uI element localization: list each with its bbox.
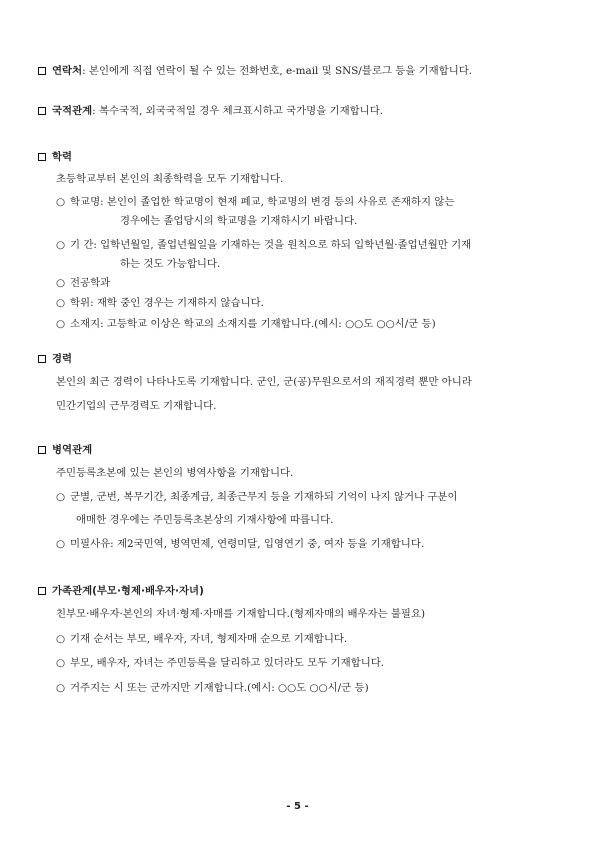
list-item [56, 276, 110, 290]
list-item [56, 632, 347, 646]
family-heading [38, 584, 204, 598]
circle-bullet-icon: ○ [56, 277, 66, 289]
contact-section [38, 64, 472, 78]
career-heading [38, 352, 72, 366]
list-item-text: 부모, 배우자, 자녀는 주민등록을 달리하고 있더라도 모두 기재합니다. [70, 657, 385, 669]
list-item-text: 기재 순서는 부모, 배우자, 자녀, 형제자매 순으로 기재합니다. [70, 633, 348, 645]
list-item [56, 238, 471, 252]
military-heading [38, 443, 92, 457]
list-item [56, 195, 454, 209]
list-item [56, 656, 384, 670]
career-text-line: 민간기업의 근무경력도 기재합니다. [56, 400, 217, 412]
list-item-text: 전공학과 [70, 277, 111, 289]
list-item [56, 537, 424, 551]
circle-bullet-icon: ○ [56, 682, 66, 694]
checkbox-square-icon [38, 587, 46, 595]
checkbox-square-icon [38, 67, 46, 75]
list-item-text: 소재지: 고등학교 이상은 학교의 소재지를 기재합니다.(예시: ○○도 ○○시/군 등) [70, 318, 436, 330]
contact-title: 연락처 [52, 65, 83, 77]
circle-bullet-icon: ○ [56, 491, 66, 503]
checkbox-square-icon [38, 446, 46, 454]
circle-bullet-icon: ○ [56, 538, 66, 550]
career-text-line: 본인의 최근 경력이 나타나도록 기재합니다. 군인, 군(공)무원으로서의 재직경력 뿐만 아니라 [56, 376, 472, 388]
military-title: 병역관계 [52, 444, 93, 456]
military-intro: 주민등록초본에 있는 본인의 병역사항을 기재합니다. [56, 467, 294, 479]
nationality-title: 국적관계 [52, 105, 93, 117]
circle-bullet-icon: ○ [56, 657, 66, 669]
checkbox-square-icon [38, 153, 46, 161]
career-title: 경력 [52, 353, 73, 365]
circle-bullet-icon: ○ [56, 239, 66, 251]
list-item-text: 거주지는 시 또는 군까지만 기재합니다.(예시: ○○도 ○○시/군 등) [70, 682, 369, 694]
list-item [56, 681, 369, 695]
education-title: 학력 [52, 151, 73, 163]
list-item-continuation: 애매한 경우에는 주민등록초본상의 기재사항에 따릅니다. [76, 514, 334, 526]
list-item [56, 490, 458, 504]
family-intro: 친부모·배우자·본인의 자녀·형제·자매를 기재합니다.(형제자매의 배우자는 불필요) [56, 608, 426, 620]
list-item [56, 296, 264, 310]
nationality-text: : 복수국적, 외국국적일 경우 체크표시하고 국가명을 기재합니다. [92, 105, 384, 117]
list-item-text: 미필사유: 제2국민역, 병역면제, 연령미달, 입영연기 중, 여자 등을 기재합니다. [70, 538, 425, 550]
list-item-text: 학위: 재학 중인 경우는 기재하지 않습니다. [70, 297, 264, 309]
list-item-continuation: 경우에는 졸업당시의 학교명을 기재하시기 바랍니다. [120, 215, 358, 227]
contact-text: : 본인에게 직접 연락이 될 수 있는 전화번호, e-mail 및 SNS/블로그 등을 기재합니다. [82, 65, 473, 77]
page-number: - 5 - [286, 801, 309, 812]
education-intro: 초등학교부터 본인의 최종학력을 모두 기재합니다. [56, 173, 284, 185]
list-item [56, 317, 436, 331]
education-heading [38, 150, 72, 164]
circle-bullet-icon: ○ [56, 318, 66, 330]
list-item-text: 군별, 군번, 복무기간, 최종계급, 최종근무지 등을 기재하되 기억이 나지 않거나 구분이 [70, 491, 458, 503]
nationality-section [38, 104, 383, 118]
checkbox-square-icon [38, 107, 46, 115]
checkbox-square-icon [38, 355, 46, 363]
family-title: 가족관계(부모·형제·배우자·자녀) [52, 585, 204, 597]
circle-bullet-icon: ○ [56, 196, 66, 208]
circle-bullet-icon: ○ [56, 633, 66, 645]
circle-bullet-icon: ○ [56, 297, 66, 309]
list-item-text: 기 간: 입학년월일, 졸업년월일을 기재하는 것을 원칙으로 하되 입학년월·졸업년월만 기재 [70, 239, 472, 251]
list-item-continuation: 하는 것도 가능합니다. [120, 258, 221, 270]
list-item-text: 학교명: 본인이 졸업한 학교명이 현재 폐교, 학교명의 변경 등의 사유로 존재하지 않는 [70, 196, 455, 208]
